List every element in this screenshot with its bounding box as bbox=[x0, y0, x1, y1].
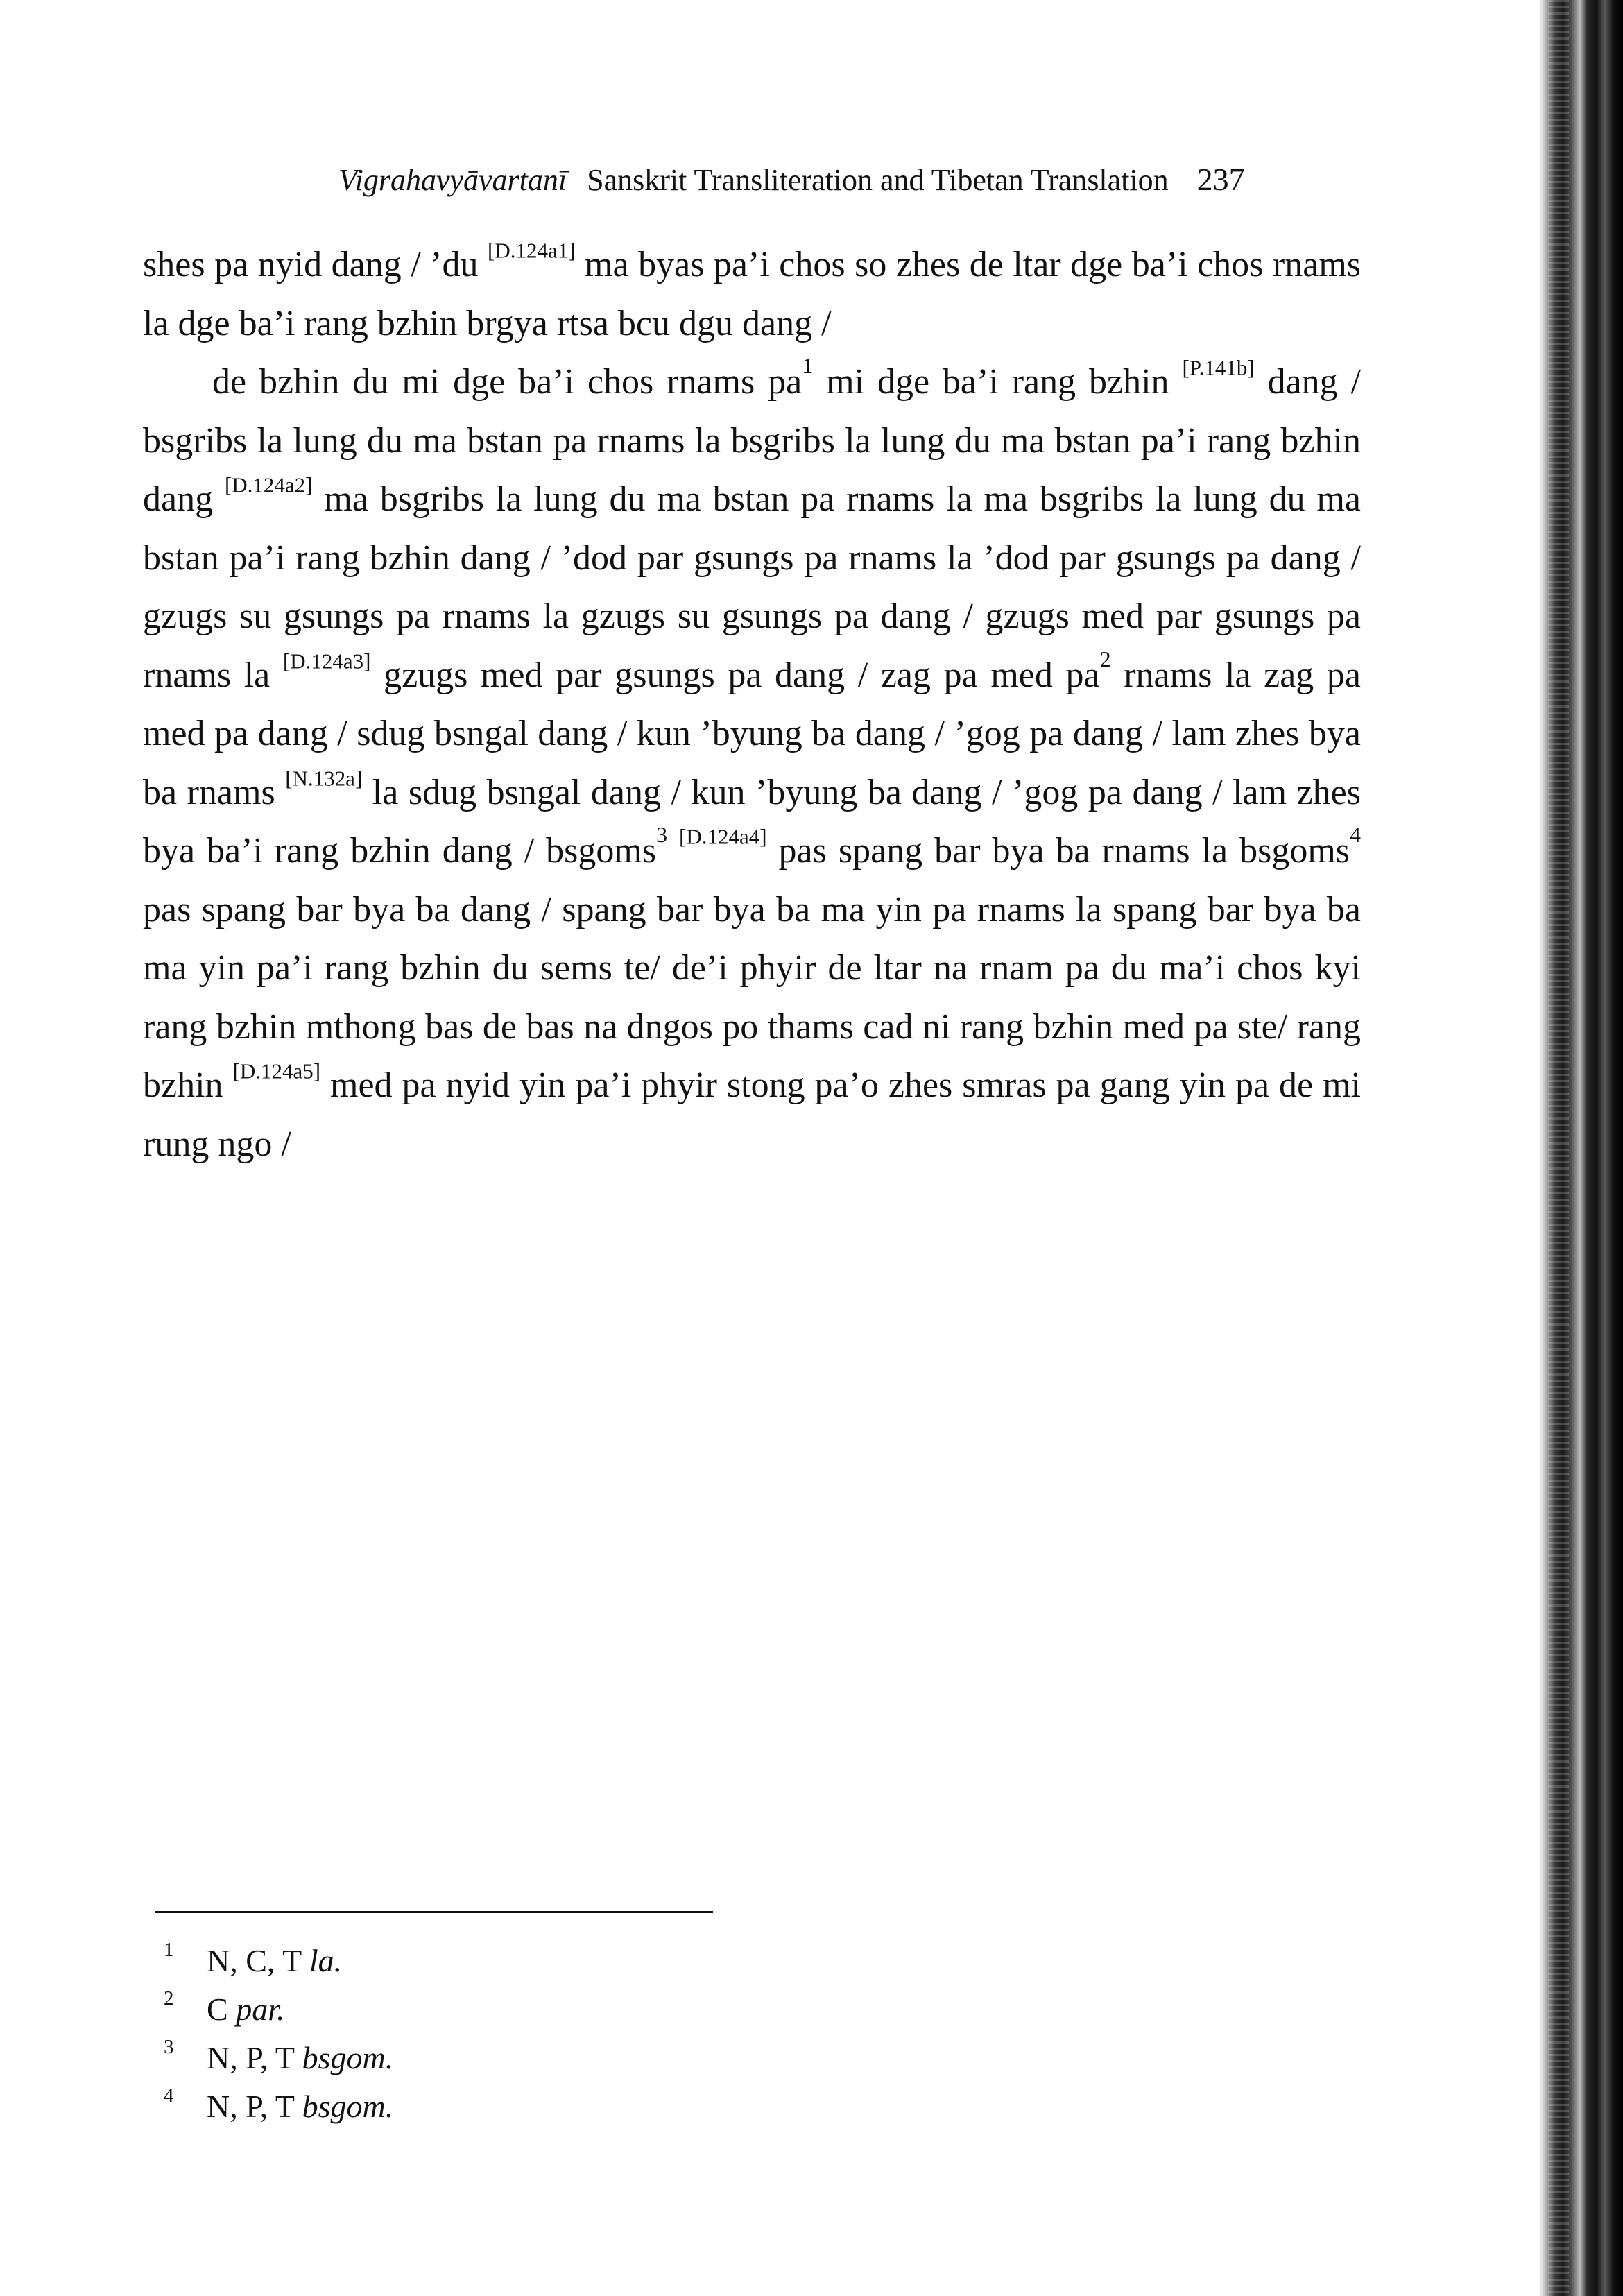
folio-reference: [P.141b] bbox=[1182, 355, 1255, 380]
footnote-witness: C bbox=[207, 1991, 228, 2027]
book-binding-texture bbox=[1548, 0, 1569, 2296]
footnote: 3 N, P, T bsgom. bbox=[164, 2036, 394, 2075]
footnote-reading: bsgom. bbox=[302, 2089, 394, 2124]
footnote: 2 C par. bbox=[164, 1987, 285, 2027]
text-run: de bzhin du mi dge ba’i chos rnams pa bbox=[212, 362, 802, 402]
text-run bbox=[667, 831, 679, 871]
page-number: 237 bbox=[1196, 162, 1245, 197]
footnotes bbox=[164, 1937, 393, 2131]
paragraph bbox=[143, 236, 1361, 353]
folio-reference: [D.124a1] bbox=[488, 238, 576, 263]
folio-reference: [D.124a4] bbox=[679, 824, 767, 849]
folio-reference: [D.124a3] bbox=[282, 649, 371, 674]
header-subtitle: Sanskrit Transliteration and Tibetan Translation bbox=[587, 163, 1169, 197]
main-text bbox=[143, 236, 1361, 1174]
paragraph bbox=[143, 353, 1361, 1174]
footnote-marker: 1 bbox=[802, 353, 814, 379]
text-run: mi dge ba’i rang bzhin bbox=[813, 362, 1183, 402]
folio-reference: [N.132a] bbox=[285, 766, 363, 791]
text-run: med pa nyid yin pa’i phyir stong pa’o zhes smras pa gang yin pa de mi rung ngo / bbox=[143, 1065, 1361, 1164]
footnote-reading: bsgom. bbox=[302, 2040, 394, 2075]
text-run: rnams la zag pa med pa dang / sdug bsngal dang / kun ’byung ba dang / ’gog pa dang / lam zhes bya ba rnams bbox=[143, 655, 1362, 812]
footnote-marker: 4 bbox=[1350, 822, 1362, 848]
footnote-marker: 3 bbox=[656, 822, 668, 848]
text-run: pas spang bar bya ba dang / spang bar bya ba ma yin pa rnams la spang bar bya ba ma yin pa’i rang bzhin du sems te/ de’i phyir de ltar na rnam pa du ma’i chos kyi rang bzhin mthong bas de bas na dngos po thams cad ni rang bzhin med pa ste/ rang bzhin bbox=[143, 889, 1361, 1105]
text-run: ma bsgribs la lung du ma bstan pa rnams la ma bsgribs la lung du ma bstan pa’i rang bzhin dang / ’dod par gsungs pa rnams la ’dod par gsungs pa dang / gzugs su gsungs pa rnams la gzugs su gsungs pa dang / gzugs med par gsungs pa rnams la bbox=[143, 479, 1361, 695]
text-run: ma byas pa’i chos so zhes de ltar dge ba’i chos rnams la dge ba’i rang bzhin brgya rtsa bcu dgu dang / bbox=[143, 245, 1361, 343]
running-header bbox=[338, 161, 1296, 198]
footnote-separator bbox=[155, 1911, 713, 1913]
text-run: dang / bsgribs la lung du ma bstan pa rnams la bsgribs la lung du ma bstan pa’i rang bzhin dang bbox=[143, 362, 1362, 519]
folio-reference: [D.124a5] bbox=[232, 1059, 321, 1083]
footnote-reading: par. bbox=[236, 1991, 285, 2027]
text-run: pas spang bar bya ba rnams la bsgoms bbox=[766, 831, 1350, 871]
footnote-witness: N, P, T bbox=[207, 2040, 295, 2075]
footnote: 1 N, C, T la. bbox=[164, 1939, 343, 1978]
footnote-marker: 2 bbox=[1099, 646, 1111, 671]
folio-reference: [D.124a2] bbox=[224, 472, 313, 497]
footnote-witness: N, P, T bbox=[207, 2089, 295, 2124]
footnote: 4 N, P, T bsgom. bbox=[164, 2084, 394, 2124]
book-title: Vigrahavyāvartanī bbox=[338, 163, 567, 197]
text-run: shes pa nyid dang / ’du bbox=[143, 245, 488, 284]
text-run: gzugs med par gsungs pa dang / zag pa med pa bbox=[370, 655, 1100, 695]
footnote-reading: la. bbox=[309, 1943, 343, 1978]
text-run: la sdug bsngal dang / kun ’byung ba dang / ’gog pa dang / lam zhes bya ba’i rang bzhin dang / bsgoms bbox=[143, 772, 1361, 871]
footnote-witness: N, C, T bbox=[207, 1943, 302, 1978]
